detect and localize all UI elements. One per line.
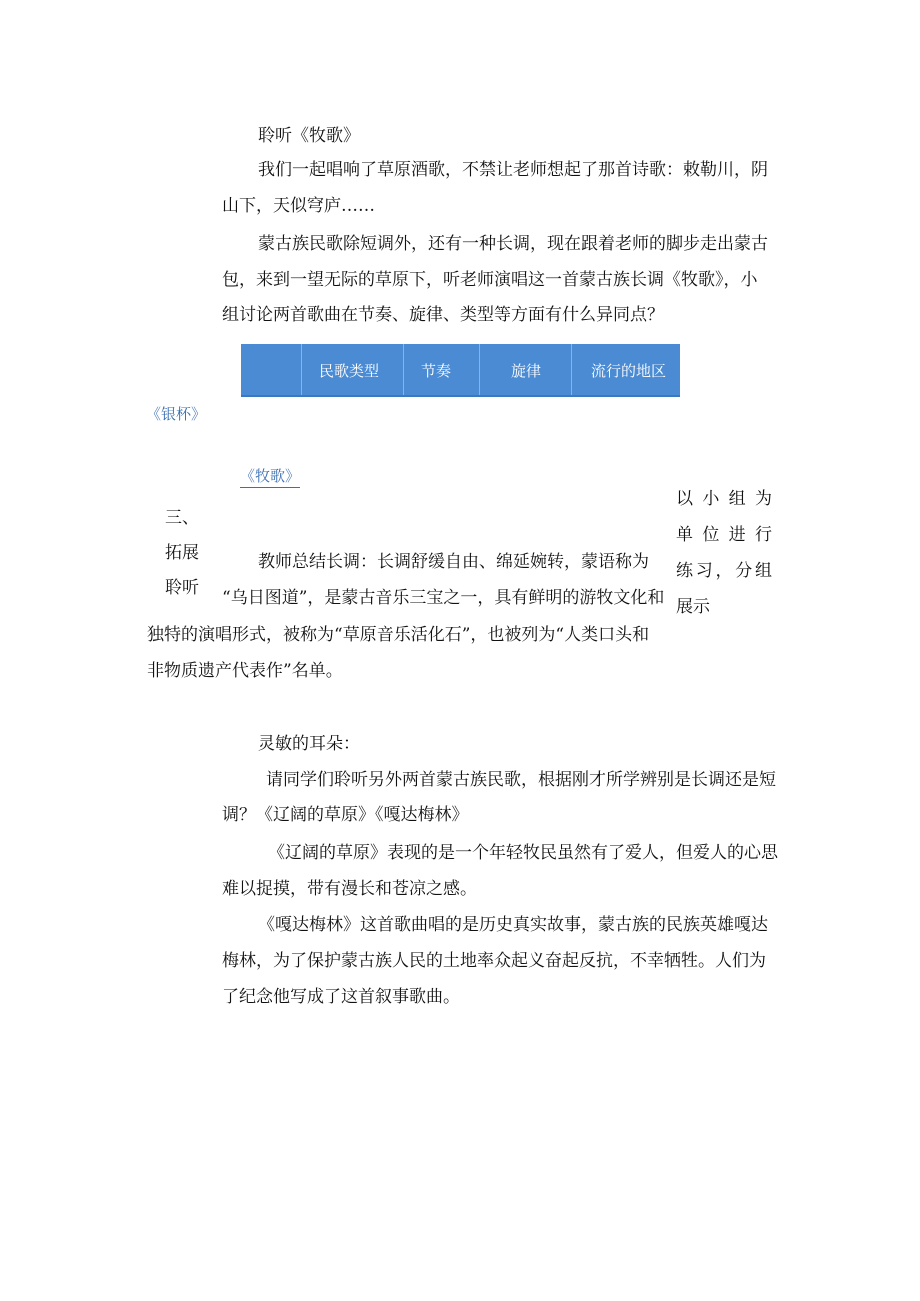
paragraph-line: 梅林，为了保护蒙古族人民的土地率众起义奋起反抗，不幸牺牲。人们为 [222, 951, 766, 971]
paragraph-line: 难以捉摸，带有漫长和苍凉之感。 [222, 879, 477, 899]
table-header-cell: 民歌类型 [319, 362, 380, 380]
paragraph-line: 了纪念他写成了这首叙事歌曲。 [222, 987, 460, 1007]
step-label: 聆听 [165, 578, 199, 598]
paragraph-line: 组讨论两首歌曲在节奏、旋律、类型等方面有什么异同点？ [222, 305, 664, 325]
table-header-cell: 流行的地区 [591, 362, 667, 380]
activity-note-line: 练习，分组 [676, 561, 772, 581]
summary-line: 教师总结长调：长调舒缓自由、绵延婉转，蒙语称为 [258, 552, 649, 572]
table-header-cell: 节奏 [421, 362, 452, 380]
paragraph-line: 《嘎达梅林》这首歌曲唱的是历史真实故事，蒙古族的民族英雄嘎达 [258, 915, 768, 935]
step-number: 三、 [165, 508, 199, 528]
paragraph-line: 我们一起唱响了草原酒歌，不禁让老师想起了那首诗歌：敕勒川，阴 [258, 160, 768, 180]
comparison-table-header [241, 344, 680, 397]
activity-note-line: 单位进行 [676, 525, 772, 545]
summary-line: 独特的演唱形式，被称为“草原音乐活化石”，也被列为“人类口头和 [147, 625, 650, 645]
paragraph-line: 调？《辽阔的草原》《嘎达梅林》 [222, 805, 469, 825]
section-title-listen: 聆听《牧歌》 [258, 126, 360, 146]
summary-line: “乌日图道”，是蒙古音乐三宝之一，具有鲜明的游牧文化和 [222, 588, 665, 608]
activity-note-line: 以小组为 [676, 489, 772, 509]
table-header-cell: 旋律 [511, 362, 542, 380]
paragraph-line: 包，来到一望无际的草原下，听老师演唱这一首蒙古族长调《牧歌》，小 [222, 270, 758, 290]
paragraph-line: 蒙古族民歌除短调外，还有一种长调，现在跟着老师的脚步走出蒙古 [258, 234, 768, 254]
paragraph-line: 《辽阔的草原》表现的是一个年轻牧民虽然有了爱人，但爱人的心思 [268, 843, 778, 863]
step-label: 拓展 [165, 543, 199, 563]
paragraph-line: 请同学们聆听另外两首蒙古族民歌，根据刚才所学辨别是长调还是短 [266, 770, 776, 790]
summary-line: 非物质遗产代表作”名单。 [147, 661, 343, 681]
paragraph-line: 山下，天似穹庐…… [222, 196, 375, 216]
section-title-ears: 灵敏的耳朵： [258, 734, 360, 754]
activity-note-line: 展示 [676, 597, 710, 617]
table-row-label: 《银杯》 [146, 405, 207, 423]
table-row-label: 《牧歌》 [240, 466, 300, 488]
